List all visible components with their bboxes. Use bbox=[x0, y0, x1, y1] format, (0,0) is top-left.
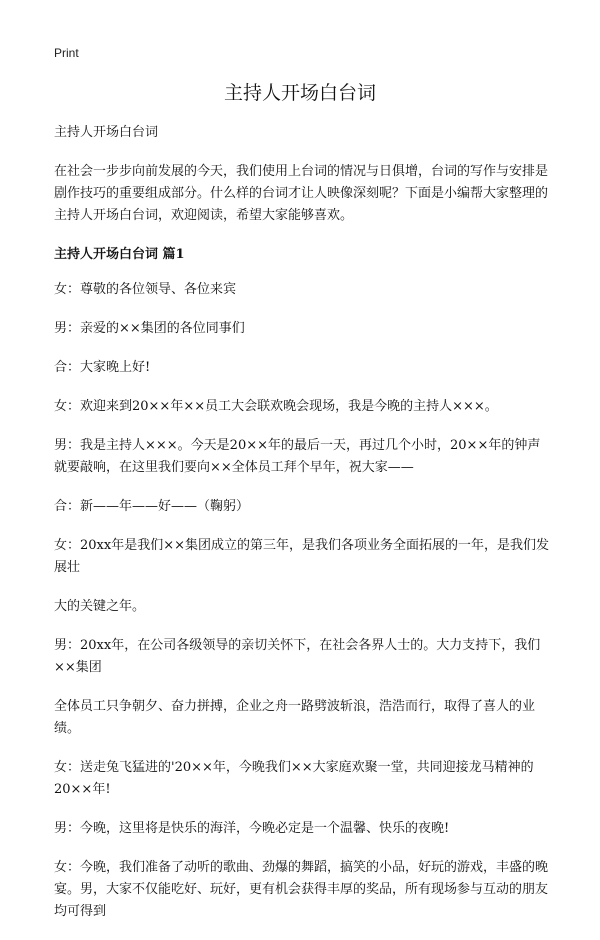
dialogue-line: 男：我是主持人×××。今天是20××年的最后一天，再过几个小时，20××年的钟声就要敲响，在这里我们要向××全体员工拜个早年，祝大家—— bbox=[54, 438, 541, 475]
dialogue-line: 合：新——年——好——（鞠躬） bbox=[54, 499, 250, 514]
dialogue-line: 女：欢迎来到20××年××员工大会联欢晚会现场，我是今晚的主持人×××。 bbox=[54, 399, 498, 414]
dialogue-line: 女：20xx年是我们××集团成立的第三年，是我们各项业务全面拓展的一年，是我们发展壮 bbox=[54, 538, 549, 575]
dialogue-line: 男：20xx年，在公司各级领导的亲切关怀下，在社会各界人士的。大力支持下，我们××集团 bbox=[54, 638, 541, 675]
dialogue-line: 大的关键之年。 bbox=[54, 599, 146, 614]
document-body bbox=[54, 122, 550, 940]
dialogue-line: 全体员工只争朝夕、奋力拼搏，企业之舟一路劈波斩浪，浩浩而行，取得了喜人的业绩。 bbox=[54, 699, 536, 736]
section-heading: 主持人开场白台词 篇1 bbox=[54, 247, 185, 262]
intro-subtitle: 主持人开场白台词 bbox=[54, 125, 159, 140]
dialogue-line: 合：大家晚上好! bbox=[54, 360, 151, 375]
intro-paragraph: 在社会一步步向前发展的今天，我们使用上台词的情况与日俱增，台词的写作与安排是剧作技巧的重要组成部分。什么样的台词才让人映像深刻呢？下面是小编帮大家整理的主持人开场白台词，欢迎阅读，希望大家能够喜欢。 bbox=[54, 164, 549, 223]
dialogue-line: 女：送走兔飞猛进的'20××年，今晚我们××大家庭欢聚一堂，共同迎接龙马精神的20××年! bbox=[54, 760, 534, 797]
page-title: 主持人开场白台词 bbox=[223, 82, 376, 104]
dialogue-line: 女：今晚，我们准备了动听的歌曲、劲爆的舞蹈，搞笑的小品，好玩的游戏，丰盛的晚宴。男，大家不仅能吃好、玩好，更有机会获得丰厚的奖品，所有现场参与互动的朋友均可得到 bbox=[54, 860, 549, 919]
print-link[interactable]: Print bbox=[54, 46, 79, 60]
dialogue-line: 男：亲爱的××集团的各位同事们 bbox=[54, 321, 245, 336]
dialogue-line: 女：尊敬的各位领导、各位来宾 bbox=[54, 282, 237, 297]
dialogue-line: 男：今晚，这里将是快乐的海洋，今晚必定是一个温馨、快乐的夜晚! bbox=[54, 821, 450, 836]
